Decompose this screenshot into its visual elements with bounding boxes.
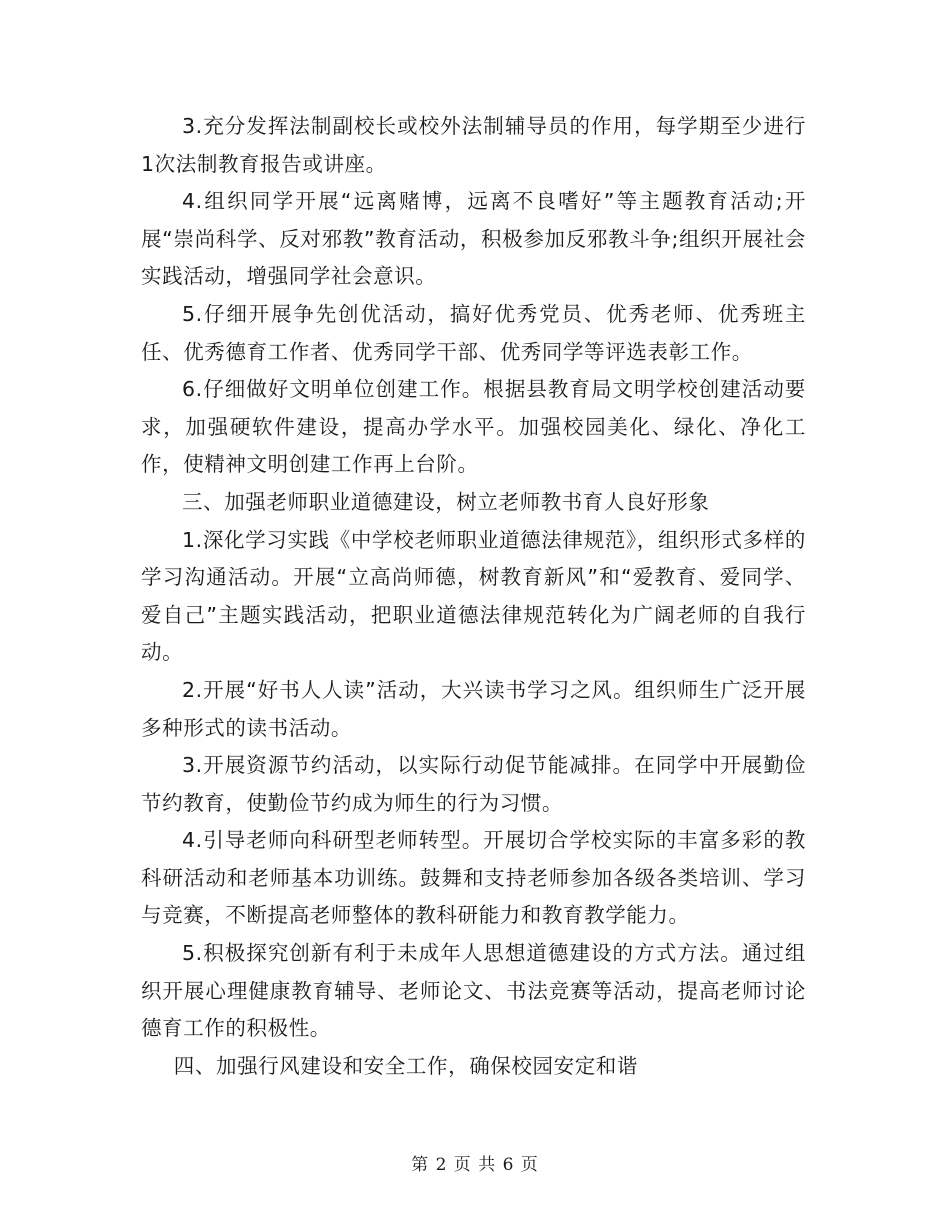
paragraph-item-3-legal-education: 3.充分发挥法制副校长或校外法制辅导员的作用，每学期至少进行1次法制教育报告或讲座。 bbox=[141, 114, 806, 176]
paragraph-item-4-research-transition: 4.引导老师向科研型老师转型。开展切合学校实际的丰富多彩的教科研活动和老师基本功训练。鼓舞和支持老师参加各级各类培训、学习与竞赛，不断提高老师整体的教科研能力和教育教学能力。 bbox=[141, 828, 806, 928]
section-heading-4: 四、加强行风建设和安全工作，确保校园安定和谐 bbox=[173, 1053, 638, 1078]
paragraph-item-5-excellence-awards: 5.仔细开展争先创优活动，搞好优秀党员、优秀老师、优秀班主任、优秀德育工作者、优秀同学干部、优秀同学等评选表彰工作。 bbox=[141, 301, 806, 364]
paragraph-item-1-ethics-study: 1.深化学习实践《中学校老师职业道德法律规范》，组织形式多样的学习沟通活动。开展“立高尚师德，树教育新风”和“爱教育、爱同学、爱自己”主题实践活动，把职业道德法律规范转化为广阔老师的自我行动。 bbox=[141, 527, 806, 665]
paragraph-item-4-theme-activities: 4.组织同学开展“远离赌博，远离不良嗜好”等主题教育活动;开展“崇尚科学、反对邪教”教育活动，积极参加反邪教斗争;组织开展社会实践活动，增强同学社会意识。 bbox=[141, 189, 806, 289]
document-body bbox=[141, 108, 806, 1085]
section-heading-3: 三、加强老师职业道德建设，树立老师教书育人良好形象 bbox=[182, 489, 710, 514]
paragraph-item-3-resource-saving: 3.开展资源节约活动，以实际行动促节能减排。在同学中开展勤俭节约教育，使勤俭节约成为师生的行为习惯。 bbox=[141, 753, 806, 815]
page-number-footer: 第 2 页 共 6 页 bbox=[411, 1155, 539, 1175]
paragraph-item-6-civilized-unit: 6.仔细做好文明单位创建工作。根据县教育局文明学校创建活动要求，加强硬软件建设，提高办学水平。加强校园美化、绿化、净化工作，使精神文明创建工作再上台阶。 bbox=[141, 377, 806, 477]
paragraph-item-2-reading: 2.开展“好书人人读”活动，大兴读书学习之风。组织师生广泛开展多种形式的读书活动。 bbox=[141, 677, 806, 740]
paragraph-item-5-innovation: 5.积极探究创新有利于未成年人思想道德建设的方式方法。通过组织开展心理健康教育辅导、老师论文、书法竞赛等活动，提高老师讨论德育工作的积极性。 bbox=[141, 941, 806, 1041]
